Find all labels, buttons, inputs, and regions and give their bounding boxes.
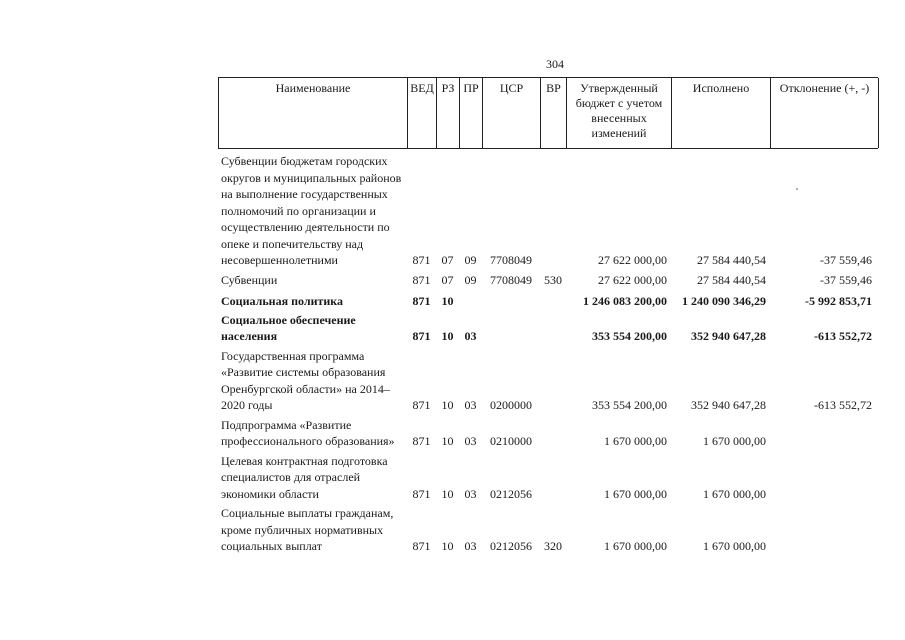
cell-pr: 03	[464, 329, 477, 343]
header-csr: ЦСР	[483, 78, 541, 148]
table-row	[218, 293, 878, 310]
header-rz: РЗ	[437, 78, 460, 148]
header-executed: Исполнено	[672, 78, 771, 148]
cell-executed: 1 670 000,00	[703, 486, 766, 501]
cell-csr: 0200000	[490, 398, 532, 412]
cell-name: Социальное обеспечение населения	[221, 312, 356, 343]
table-row	[218, 153, 878, 269]
cell-ved: 871	[412, 294, 431, 308]
cell-approved: 1 670 000,00	[604, 434, 667, 448]
cell-deviation: -5 992 853,71	[805, 294, 872, 308]
table-row	[218, 312, 878, 345]
cell-executed: 1 670 000,00	[703, 434, 766, 448]
cell-pr: 09	[464, 272, 477, 287]
cell-rz: 10	[441, 486, 454, 501]
cell-approved: 353 554 200,00	[592, 329, 667, 343]
cell-executed: 1 240 090 346,29	[682, 294, 766, 308]
cell-rz: 07	[441, 253, 454, 267]
cell-ved: 871	[412, 434, 431, 448]
cell-rz: 10	[441, 434, 454, 448]
cell-name: Государственная программа «Развитие системы образования Оренбургской области» на 2014–2020 годы	[221, 348, 390, 412]
cell-pr: 03	[464, 539, 477, 553]
cell-executed: 27 584 440,54	[697, 253, 766, 267]
cell-csr: 0212056	[490, 539, 532, 553]
cell-rz: 10	[441, 329, 454, 343]
table-row	[218, 453, 878, 503]
cell-ved: 871	[412, 398, 431, 412]
table-row	[218, 348, 878, 414]
cell-ved: 871	[412, 329, 431, 343]
cell-ved: 871	[412, 486, 431, 501]
cell-approved: 1 246 083 200,00	[583, 294, 667, 308]
cell-vr: 530	[544, 272, 562, 287]
cell-executed: 27 584 440,54	[697, 272, 766, 287]
cell-approved: 27 622 000,00	[598, 253, 667, 267]
header-approved: Утвержденный бюджет с учетом внесенных изменений	[567, 78, 672, 148]
cell-name: Целевая контрактная подготовка специалистов для отраслей экономики области	[221, 453, 388, 501]
cell-executed: 352 940 647,28	[691, 329, 766, 343]
cell-rz: 10	[441, 294, 454, 308]
cell-approved: 353 554 200,00	[592, 398, 667, 412]
cell-executed: 1 670 000,00	[703, 539, 766, 553]
cell-rz: 10	[441, 398, 454, 412]
table-row	[218, 505, 878, 555]
cell-csr: 0212056	[490, 486, 532, 501]
cell-pr: 03	[464, 398, 477, 412]
cell-ved: 871	[412, 253, 431, 267]
cell-csr: 7708049	[490, 253, 532, 267]
cell-csr: 7708049	[490, 272, 532, 287]
cell-name: Субвенции бюджетам городских округов и муниципальных районов на выполнение государственных полномочий по организации и осуществлению деятельности по опеке и попечительству над несовершеннолетними	[221, 154, 402, 267]
cell-name: Субвенции	[221, 272, 278, 287]
page-number: 304	[546, 57, 564, 71]
cell-rz: 10	[441, 539, 454, 553]
cell-pr: 03	[464, 486, 477, 501]
cell-ved: 871	[412, 539, 431, 553]
cell-executed: 352 940 647,28	[691, 398, 766, 412]
table-body	[218, 153, 878, 555]
cell-vr: 320	[544, 539, 562, 553]
table-row	[218, 417, 878, 450]
cell-deviation: -613 552,72	[814, 398, 872, 412]
cell-csr: 0210000	[490, 434, 532, 448]
header-ved: ВЕД	[408, 78, 437, 148]
cell-approved: 1 670 000,00	[604, 539, 667, 553]
cell-ved: 871	[412, 272, 431, 287]
scan-speck	[796, 188, 798, 190]
cell-name: Социальная политика	[221, 294, 344, 308]
header-deviation: Отклонение (+, -)	[771, 78, 879, 148]
cell-approved: 1 670 000,00	[604, 486, 667, 501]
cell-pr: 09	[464, 253, 477, 267]
cell-name: Социальные выплаты гражданам, кроме публичных нормативных социальных выплат	[221, 506, 394, 553]
header-pr: ПР	[460, 78, 483, 148]
header-vr: ВР	[541, 78, 567, 148]
table-row	[218, 272, 878, 289]
cell-rz: 07	[441, 272, 454, 287]
cell-name: Подпрограмма «Развитие профессионального образования»	[221, 417, 395, 448]
budget-table	[218, 77, 878, 555]
table-header	[218, 77, 878, 149]
header-name: Наименование	[219, 78, 408, 148]
cell-deviation: -613 552,72	[814, 329, 872, 343]
cell-approved: 27 622 000,00	[598, 272, 667, 287]
cell-deviation: -37 559,46	[820, 272, 872, 287]
cell-pr: 03	[464, 434, 477, 448]
cell-deviation: -37 559,46	[820, 253, 872, 267]
